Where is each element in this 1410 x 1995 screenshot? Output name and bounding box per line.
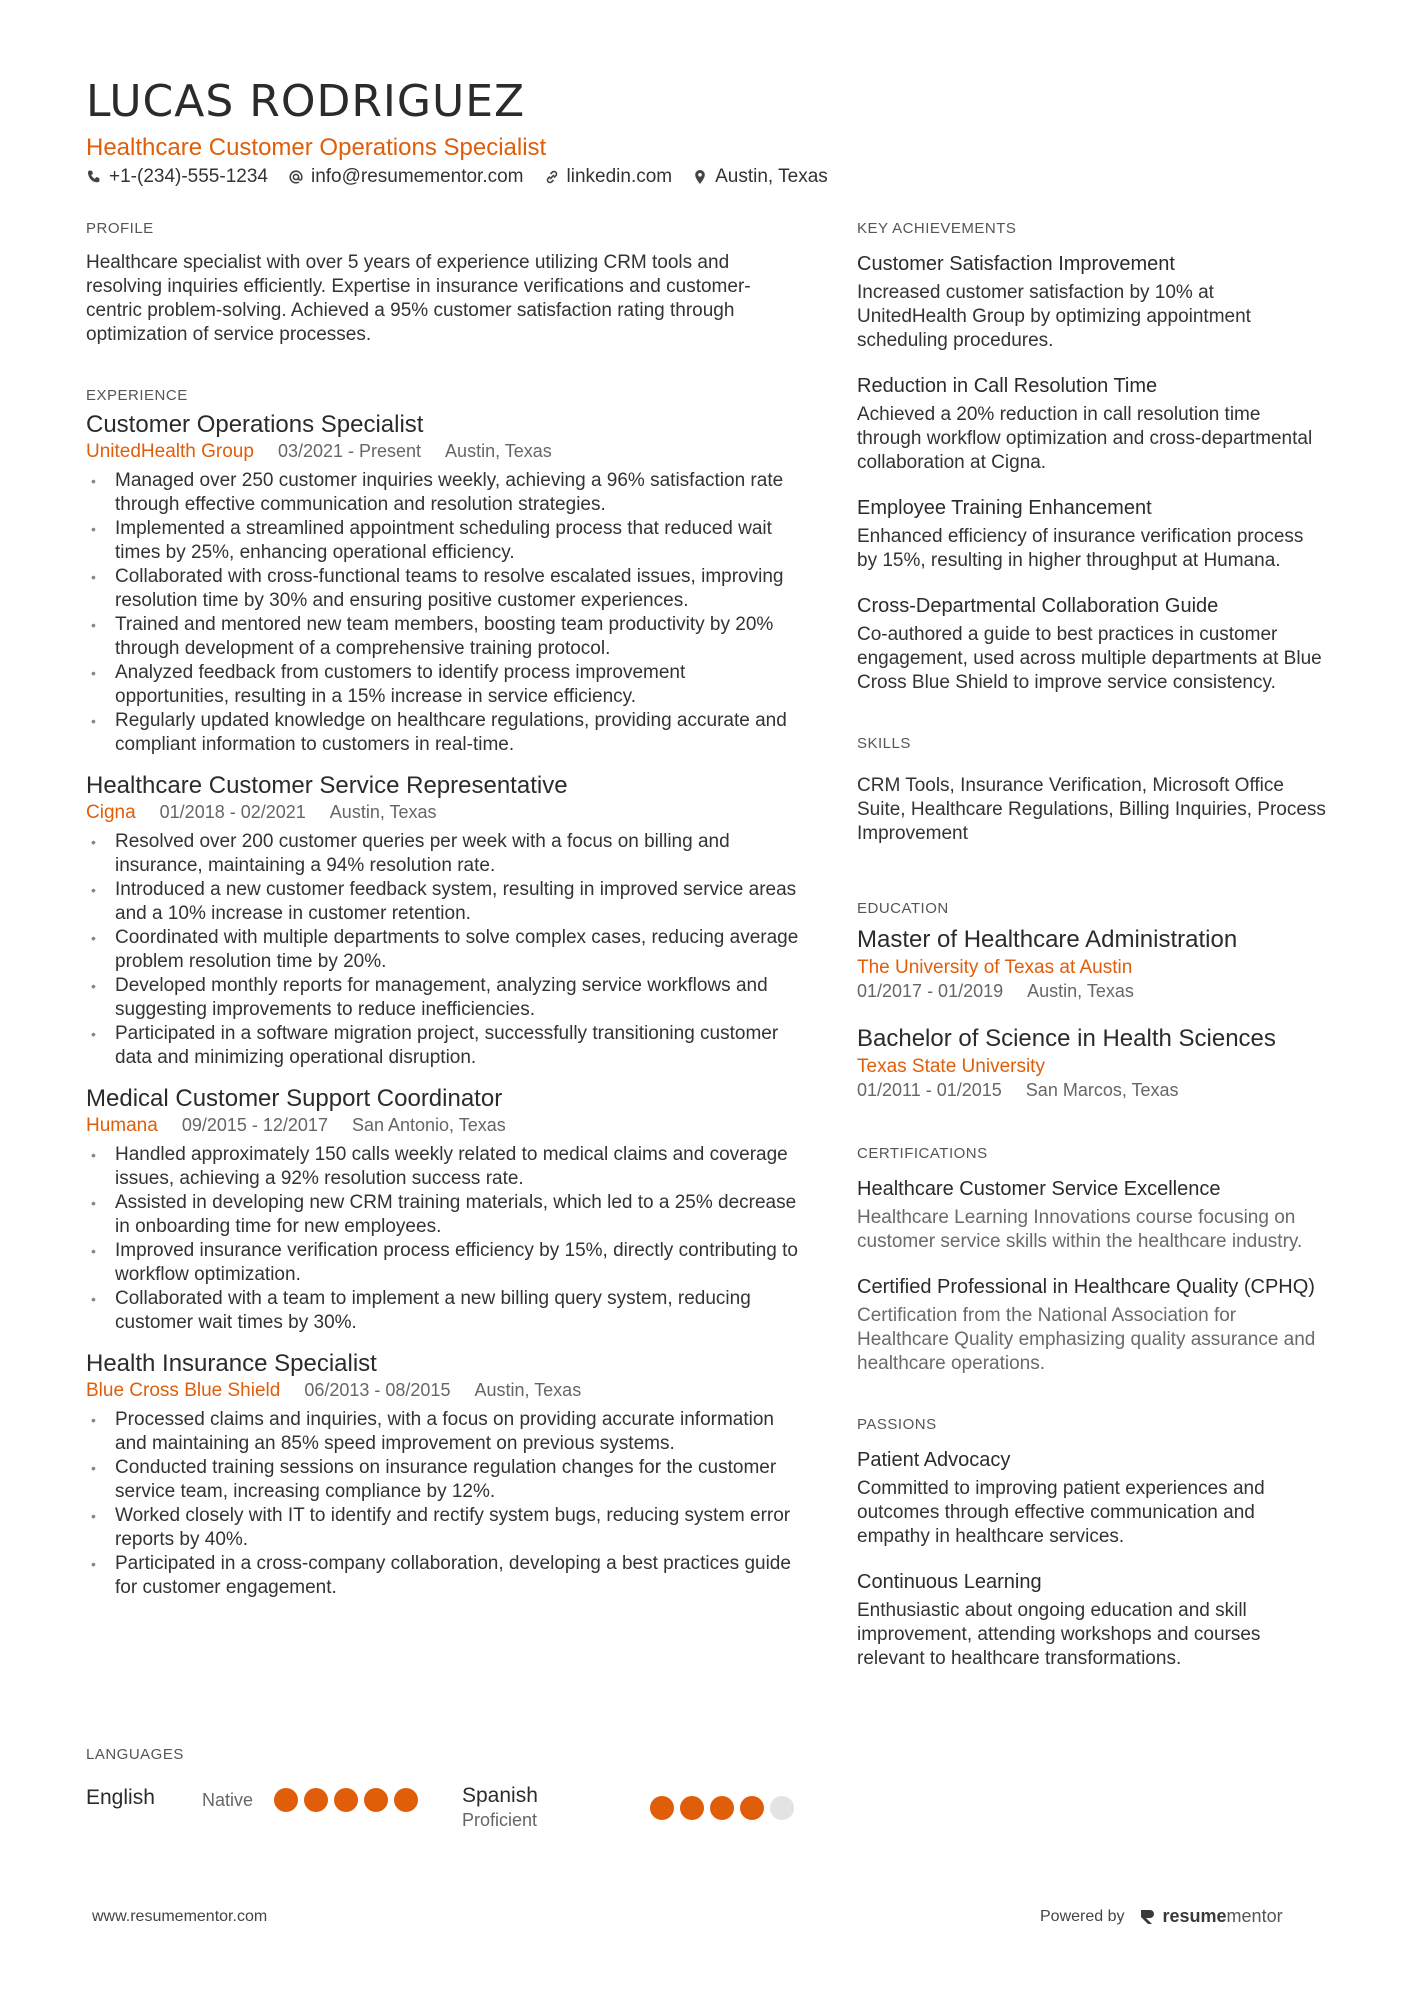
certifications-heading: CERTIFICATIONS: [857, 1145, 988, 1162]
bullet-item: • Developed monthly reports for management, analyzing service workflows and suggesting improvements to reduce inefficiencies.: [86, 974, 801, 1022]
achievement-text: Enhanced efficiency of insurance verification process by 15%, resulting in higher throughput at Humana.: [857, 526, 1304, 571]
job-dates: 06/2013 - 08/2015: [304, 1380, 451, 1400]
achievement-text: Co-authored a guide to best practices in customer engagement, used across multiple departments at Blue Cross Blue Shield to improve service consistency.: [857, 624, 1322, 693]
achievement-title: Customer Satisfaction Improvement: [857, 253, 1175, 275]
rating-dot-filled: [740, 1796, 764, 1820]
languages-heading: LANGUAGES: [86, 1746, 184, 1763]
job-bullets: [86, 1143, 801, 1335]
language-rating: [650, 1796, 794, 1820]
passion-title: Continuous Learning: [857, 1571, 1042, 1593]
bullet-item: • Collaborated with a team to implement a new billing query system, reducing customer wait times by 30%.: [86, 1287, 801, 1335]
bullet-item: • Resolved over 200 customer queries per week with a focus on billing and insurance, maintaining a 94% resolution rate.: [86, 830, 801, 878]
job-entry: [86, 771, 801, 1070]
education-degree: Master of Healthcare Administration: [857, 926, 1238, 953]
job-title: Medical Customer Support Coordinator: [86, 1085, 503, 1112]
profile-heading: PROFILE: [86, 220, 154, 237]
job-location: Austin, Texas: [474, 1380, 582, 1400]
education-school: Texas State University: [857, 1056, 1045, 1077]
job-company: Humana: [86, 1115, 158, 1136]
certification-item: [857, 1176, 1327, 1254]
logo-rest-text: mentor: [1226, 1906, 1283, 1926]
certification-title: Certified Professional in Healthcare Quality (CPHQ): [857, 1276, 1315, 1298]
bullet-item: • Assisted in developing new CRM training materials, which led to a 25% decrease in onboarding time for new employees.: [86, 1191, 801, 1239]
education-meta: [857, 1080, 1327, 1101]
language-level: Native: [202, 1790, 254, 1810]
contact-email[interactable]: [288, 166, 524, 188]
education-heading: EDUCATION: [857, 900, 949, 917]
language-name: Spanish: [462, 1784, 538, 1807]
achievement-item: [857, 373, 1327, 475]
bullet-item: • Improved insurance verification process efficiency by 15%, directly contributing to workflow optimization.: [86, 1239, 801, 1287]
passions-heading: PASSIONS: [857, 1416, 937, 1433]
experience-heading: EXPERIENCE: [86, 387, 188, 404]
bullet-item: • Worked closely with IT to identify and rectify system bugs, reducing system error reports by 40%.: [86, 1504, 801, 1552]
achievement-text: Achieved a 20% reduction in call resolution time through workflow optimization and cross-departmental collaboration at Cigna.: [857, 404, 1313, 473]
certification-text: Healthcare Learning Innovations course focusing on customer service skills within the healthcare industry.: [857, 1207, 1303, 1252]
passion-title: Patient Advocacy: [857, 1449, 1011, 1471]
location-text: Austin, Texas: [715, 166, 828, 187]
job-entry: [86, 1349, 801, 1600]
education-location: Austin, Texas: [1027, 981, 1134, 1001]
education-degree: Bachelor of Science in Health Sciences: [857, 1025, 1276, 1052]
rating-dot-filled: [364, 1788, 388, 1812]
skills-text: CRM Tools, Insurance Verification, Microsoft Office Suite, Healthcare Regulations, Billing Inquiries, Process Improvement: [857, 775, 1326, 844]
bullet-item: • Trained and mentored new team members, boosting team productivity by 20% through development of a comprehensive training protocol.: [86, 613, 801, 661]
achievements-heading: KEY ACHIEVEMENTS: [857, 220, 1017, 237]
link-icon: [544, 169, 560, 185]
phone-text: +1-(234)-555-1234: [109, 166, 268, 187]
passion-text: Enthusiastic about ongoing education and skill improvement, attending workshops and courses relevant to healthcare transformations.: [857, 1600, 1261, 1669]
language-name: English: [86, 1786, 155, 1809]
job-location: San Antonio, Texas: [351, 1115, 506, 1135]
right-column: [857, 220, 1327, 1691]
bullet-item: • Participated in a software migration project, successfully transitioning customer data and minimizing operational disruption.: [86, 1022, 801, 1070]
contact-bar: [86, 166, 828, 188]
job-bullets: [86, 1408, 801, 1600]
powered-by-text: Powered by: [1040, 1907, 1125, 1925]
rating-dot-filled: [394, 1788, 418, 1812]
profile-text: Healthcare specialist with over 5 years of experience utilizing CRM tools and resolving inquiries efficiently. Expertise in insurance verifications and customer-centric problem-solving. Achieved a 95% customer satisfaction rating through optimization of service processes.: [86, 252, 751, 345]
rating-dot-empty: [770, 1796, 794, 1820]
bullet-item: • Collaborated with cross-functional teams to resolve escalated issues, improving resolution time by 30% and ensuring positive customer experiences.: [86, 565, 801, 613]
language-level: Proficient: [462, 1810, 538, 1830]
education-school: The University of Texas at Austin: [857, 957, 1133, 978]
contact-location: [692, 166, 828, 188]
achievement-title: Cross-Departmental Collaboration Guide: [857, 595, 1219, 617]
candidate-title: Healthcare Customer Operations Specialist: [86, 134, 547, 161]
job-location: Austin, Texas: [329, 802, 437, 822]
job-bullets: [86, 469, 801, 757]
education-dates: 01/2017 - 01/2019: [857, 981, 1004, 1001]
linkedin-text: linkedin.com: [566, 166, 673, 187]
rating-dot-filled: [274, 1788, 298, 1812]
job-entry: [86, 1084, 801, 1335]
bullet-item: • Handled approximately 150 calls weekly related to medical claims and coverage issues, achieving a 92% resolution success rate.: [86, 1143, 801, 1191]
resumementor-logo-icon: [1139, 1908, 1157, 1926]
location-pin-icon: [692, 169, 708, 185]
passion-text: Committed to improving patient experiences and outcomes through effective communication and empathy in healthcare services.: [857, 1478, 1265, 1547]
achievement-title: Employee Training Enhancement: [857, 497, 1152, 519]
passion-item: [857, 1569, 1327, 1671]
job-dates: 03/2021 - Present: [277, 441, 422, 461]
bullet-item: • Managed over 250 customer inquiries weekly, achieving a 96% satisfaction rate through effective communication and resolution strategies.: [86, 469, 801, 517]
languages-section: [86, 1770, 801, 1830]
certification-item: [857, 1274, 1327, 1376]
resumementor-logo[interactable]: [1139, 1906, 1283, 1927]
bullet-item: • Processed claims and inquiries, with a focus on providing accurate information and maintaining an 85% speed improvement on previous systems.: [86, 1408, 801, 1456]
bullet-item: • Regularly updated knowledge on healthcare regulations, providing accurate and compliant information to customers in real-time.: [86, 709, 801, 757]
phone-icon: [86, 169, 102, 185]
education-item: [857, 925, 1327, 1002]
skills-heading: SKILLS: [857, 735, 911, 752]
job-bullets: [86, 830, 801, 1070]
bullet-item: • Implemented a streamlined appointment scheduling process that reduced wait times by 25%, enhancing operational efficiency.: [86, 517, 801, 565]
education-meta: [857, 981, 1327, 1002]
education-dates: 01/2011 - 01/2015: [857, 1080, 1002, 1100]
certification-title: Healthcare Customer Service Excellence: [857, 1178, 1221, 1200]
rating-dot-filled: [650, 1796, 674, 1820]
job-entry: [86, 410, 801, 757]
footer-website[interactable]: www.resumementor.com: [92, 1908, 268, 1925]
achievement-item: [857, 593, 1327, 695]
bullet-item: • Conducted training sessions on insurance regulation changes for the customer service team, increasing compliance by 12%.: [86, 1456, 801, 1504]
certification-text: Certification from the National Association for Healthcare Quality emphasizing quality assurance and healthcare operations.: [857, 1305, 1316, 1374]
bullet-item: • Participated in a cross-company collaboration, developing a best practices guide for customer engagement.: [86, 1552, 801, 1600]
achievement-item: [857, 251, 1327, 353]
passion-item: [857, 1447, 1327, 1549]
job-dates: 09/2015 - 12/2017: [181, 1115, 328, 1135]
rating-dot-filled: [680, 1796, 704, 1820]
bullet-item: • Coordinated with multiple departments to solve complex cases, reducing average problem resolution time by 20%.: [86, 926, 801, 974]
job-title: Health Insurance Specialist: [86, 1350, 377, 1377]
achievement-text: Increased customer satisfaction by 10% at UnitedHealth Group by optimizing appointment scheduling procedures.: [857, 282, 1251, 351]
logo-bold-text: resume: [1162, 1906, 1227, 1926]
job-meta: [86, 1115, 801, 1137]
contact-phone[interactable]: [86, 166, 268, 188]
job-meta: [86, 1380, 801, 1402]
achievement-title: Reduction in Call Resolution Time: [857, 375, 1158, 397]
achievement-item: [857, 495, 1327, 573]
rating-dot-filled: [710, 1796, 734, 1820]
job-title: Healthcare Customer Service Representative: [86, 772, 568, 799]
job-location: Austin, Texas: [445, 441, 552, 461]
email-text: info@resumementor.com: [310, 166, 524, 187]
job-title: Customer Operations Specialist: [86, 411, 424, 438]
rating-dot-filled: [334, 1788, 358, 1812]
at-icon: [288, 169, 304, 185]
job-meta: [86, 441, 801, 463]
footer-powered: [1040, 1906, 1283, 1927]
job-company: Blue Cross Blue Shield: [86, 1380, 281, 1401]
education-item: [857, 1024, 1327, 1101]
left-column: [86, 220, 801, 1600]
job-meta: [86, 802, 801, 824]
bullet-item: • Analyzed feedback from customers to identify process improvement opportunities, resulting in a 15% increase in service efficiency.: [86, 661, 801, 709]
education-location: San Marcos, Texas: [1025, 1080, 1179, 1100]
job-company: UnitedHealth Group: [86, 441, 254, 462]
bullet-item: • Introduced a new customer feedback system, resulting in improved service areas and a 10% increase in customer retention.: [86, 878, 801, 926]
job-dates: 01/2018 - 02/2021: [159, 802, 306, 822]
rating-dot-filled: [304, 1788, 328, 1812]
candidate-name: LUCAS RODRIGUEZ: [86, 76, 526, 127]
language-rating: [274, 1788, 418, 1812]
job-company: Cigna: [86, 802, 136, 823]
contact-linkedin[interactable]: [544, 166, 673, 188]
